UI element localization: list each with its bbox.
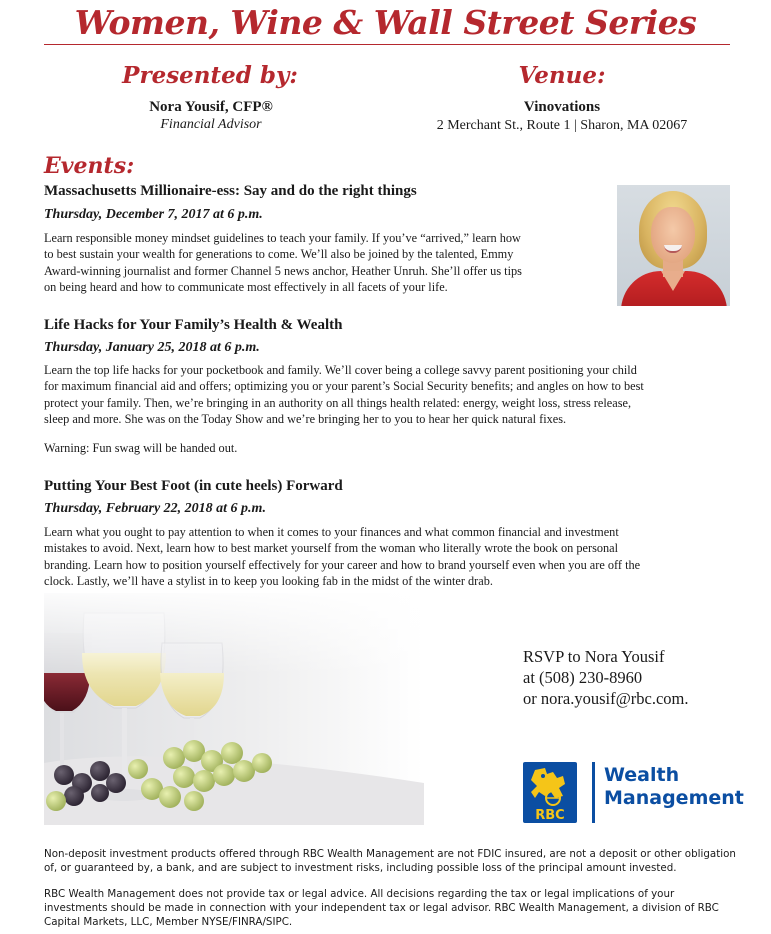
event-2-line: Learn the top life hacks for your pocketbook and family. We’ll cover being a college savvy parent positioning your child [44, 363, 637, 377]
disclaimer-line: Capital Markets, LLC, Member NYSE/FINRA/SIPC. [44, 916, 293, 928]
event-1-line: to best sustain your wealth for generations to come. We’ll also be joined by the talented, Emmy [44, 247, 514, 262]
event-2-line: protect your family. Then, we’re bringing in an authority on all things health related: energy, weight loss, stress release, [44, 395, 632, 410]
event-2-line: for maximum financial aid and offers; optimizing you or your parent’s Social Security benefits; and angles on how to best [44, 379, 644, 394]
event-2-date: Thursday, January 25, 2018 at 6 p.m. [44, 340, 260, 355]
event-3-line: clock. Lastly, we’ll have a stylist in to keep you looking fab in the midst of the winter drab. [44, 573, 493, 588]
logo-divider [592, 762, 595, 823]
presented-by-label: Presented by: [122, 62, 298, 89]
event-3-line: branding. Learn how to position yourself effectively for your career and how to brand yourself even when you are off the [44, 557, 641, 572]
disclaimer-tax [44, 887, 744, 929]
event-2-note: Warning: Fun swag will be handed out. [44, 441, 238, 455]
event-2-title: Life Hacks for Your Family’s Health & Wealth [44, 317, 343, 333]
event-3-title: Putting Your Best Foot (in cute heels) Forward [44, 478, 343, 494]
speaker-photo [617, 185, 730, 306]
rsvp-line-2: at (508) 230-8960 [523, 668, 643, 687]
venue-label: Venue: [518, 62, 606, 89]
event-1-description [44, 230, 604, 295]
wordmark-line-1: Wealth [604, 764, 680, 786]
page-title: Women, Wine & Wall Street Series [74, 3, 697, 42]
event-3-line: mistakes to avoid. Next, learn how to best market yourself from the woman who literally wrote the book on personal [44, 541, 619, 556]
event-1-line: Award-winning journalist and former Channel 5 news anchor, Heather Unruh. She’ll offer us tips [44, 263, 522, 278]
rsvp-line-3: or nora.yousif@rbc.com. [523, 689, 689, 708]
presenter-role: Financial Advisor [160, 117, 262, 132]
photo-face [651, 207, 695, 263]
event-3-description [44, 524, 734, 589]
disclaimer-line: of, or guaranteed by, a bank, and are subject to investment risks, including possible loss of the principal amount invested. [44, 862, 677, 874]
wine-grapes-photo [44, 593, 424, 825]
disclaimer-line: Non-deposit investment products offered through RBC Wealth Management are not FDIC insured, are not a deposit or other obligation [44, 848, 736, 860]
rsvp-line-1: RSVP to Nora Yousif [523, 647, 665, 666]
disclaimer-line: investments should be made in connection with your independent tax or legal advisor. RBC Wealth Management, a division of RBC [44, 902, 719, 914]
presenter-name: Nora Yousif, CFP® [149, 99, 273, 115]
event-2-line: sleep and more. She was on the Today Show and we’re bringing her to you to hear her quick natural fixes. [44, 411, 567, 426]
event-1-title: Massachusetts Millionaire-ess: Say and do the right things [44, 183, 417, 199]
disclaimer-fdic [44, 847, 744, 875]
events-label: Events: [44, 153, 135, 179]
venue-name: Vinovations [523, 99, 601, 115]
event-3-line: Learn what you ought to pay attention to when it comes to your finances and what common financial and investment [44, 525, 619, 539]
venue-address: 2 Merchant St., Route 1 | Sharon, MA 02067 [436, 118, 688, 133]
event-1-line: Learn responsible money mindset guidelines to teach your family. If you’ve “arrived,” learn how [44, 231, 521, 245]
disclaimer-line: RBC Wealth Management does not provide tax or legal advice. All decisions regarding the tax or legal implications of your [44, 888, 675, 900]
wealth-management-wordmark [604, 764, 744, 810]
rbc-logo-icon [523, 762, 577, 823]
rsvp-block [523, 646, 753, 709]
event-3-date: Thursday, February 22, 2018 at 6 p.m. [44, 501, 266, 516]
title-divider [44, 44, 730, 45]
rbc-logo-text: RBC [535, 808, 565, 823]
event-1-date: Thursday, December 7, 2017 at 6 p.m. [44, 207, 263, 222]
event-2-description [44, 362, 734, 427]
wordmark-line-2: Management [604, 787, 744, 809]
event-1-line: on being heard and how to communicate most effectively in all facets of your life. [44, 279, 448, 294]
